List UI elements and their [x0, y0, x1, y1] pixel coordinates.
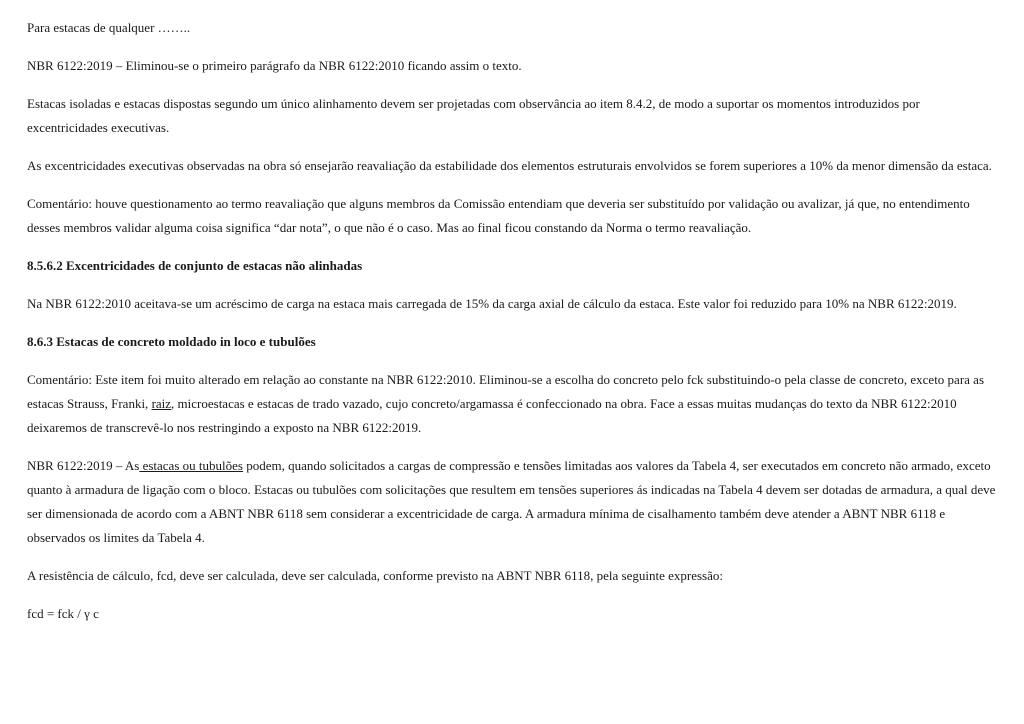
- formula-fcd: fcd = fck / γ c: [27, 606, 99, 621]
- paragraph-comment-reavaliacao: Comentário: houve questionamento ao termo reavaliação que alguns membros da Comissão entendiam que deveria ser substituído por validação ou avalizar, já que, no entendimento desses membros validar alguma coisa significa “dar nota”, o que não é o caso. Mas ao final ficou constando da Norma o termo reavaliação.: [27, 196, 970, 235]
- paragraph-comment-concrete: [27, 368, 1002, 440]
- text-segment: Comentário: Este item foi muito alterado em relação ao constante na NBR 6122:2010. Eliminou-se a escolha do concreto pelo fck substituindo-o pela classe de concreto, exceto para as estacas Strauss, Franki,: [27, 372, 984, 411]
- paragraph-intro: Para estacas de qualquer ……..: [27, 20, 191, 35]
- paragraph-nbr-2019-note: NBR 6122:2019 – Eliminou-se o primeiro parágrafo da NBR 6122:2010 ficando assim o texto.: [27, 58, 522, 73]
- paragraph-isolated-piles: Estacas isoladas e estacas dispostas segundo um único alinhamento devem ser projetadas com observância ao item 8.4.2, de modo a suportar os momentos introduzidos por excentricidades executivas.: [27, 96, 920, 135]
- paragraph-nbr-2019-piles: [27, 454, 1002, 550]
- paragraph-eccentricities: As excentricidades executivas observadas na obra só ensejarão reavaliação da estabilidade dos elementos estruturais envolvidos se forem superiores a 10% da menor dimensão da estaca.: [27, 158, 992, 173]
- text-segment: , microestacas e estacas de trado vazado, cujo concreto/argamassa é confeccionado na obra. Face a essas muitas mudanças do texto da NBR 6122:2010 deixaremos de transcrevê-lo nos restringindo a exposto na NBR 6122:2019.: [27, 396, 957, 435]
- text-segment: podem, quando solicitados a cargas de compressão e tensões limitadas aos valores da Tabela 4, ser executados em concreto não armado, exceto quanto à armadura de ligação com o bloco. Estacas ou tubulões com solicitações que resultem em tensões superiores ás indicadas na Tabela 4 devem ser dotadas de armadura, a qual deve ser dimensionada de acordo com a ABNT NBR 6118 sem considerar a excentricidade de carga. A armadura mínima de cisalhamento também deve atender a ABNT NBR 6118 e observados os limites da Tabela 4.: [27, 458, 996, 545]
- document-body: [27, 16, 1002, 640]
- underlined-word-raiz: raiz: [151, 396, 172, 411]
- text-segment: NBR 6122:2019 – As: [27, 458, 140, 473]
- paragraph-load-increase: Na NBR 6122:2010 aceitava-se um acréscimo de carga na estaca mais carregada de 15% da carga axial de cálculo da estaca. Este valor foi reduzido para 10% na NBR 6122:2019.: [27, 296, 957, 311]
- paragraph-design-resistance: A resistência de cálculo, fcd, deve ser calculada, deve ser calculada, conforme previsto na ABNT NBR 6118, pela seguinte expressão:: [27, 568, 723, 583]
- underlined-phrase-estacas-ou-tubuloes: estacas ou tubulões: [139, 458, 243, 473]
- section-heading-8-5-6-2: 8.5.6.2 Excentricidades de conjunto de estacas não alinhadas: [27, 258, 363, 273]
- section-heading-8-6-3: 8.6.3 Estacas de concreto moldado in loco e tubulões: [27, 334, 316, 349]
